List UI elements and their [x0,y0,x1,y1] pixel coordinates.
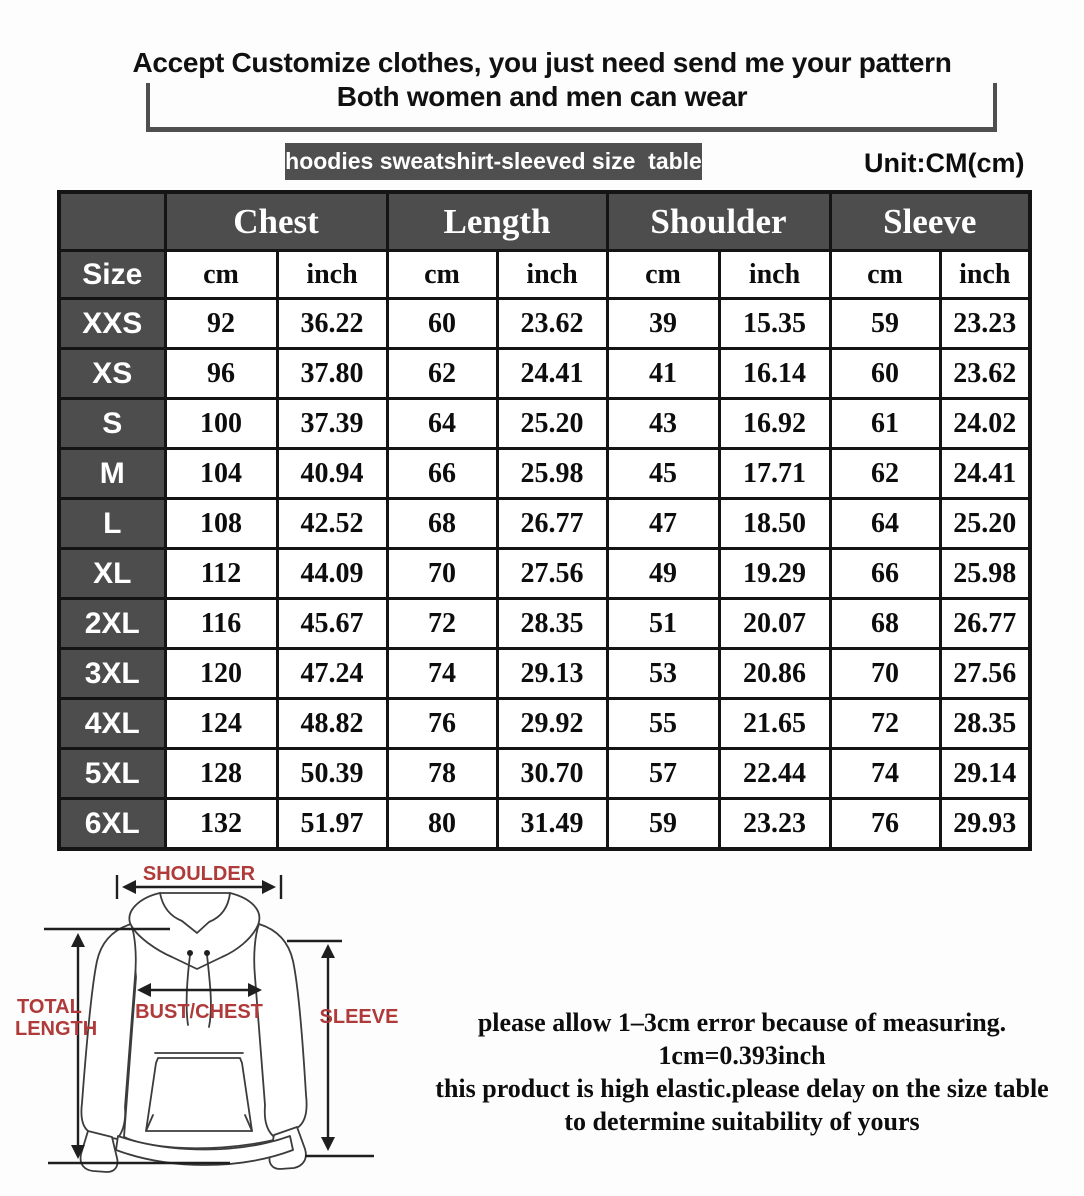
value-cell: 68 [387,499,497,549]
shoulder-measure-label: SHOULDER [142,863,256,885]
value-cell: 16.92 [719,399,830,449]
value-cell: 66 [387,449,497,499]
group-header-sleeve: Sleeve [830,192,1030,251]
value-cell: 29.13 [497,649,607,699]
value-cell: 39 [607,299,719,349]
value-cell: 78 [387,749,497,799]
hoodie-left-cuff [81,1131,118,1172]
note-line-1: please allow 1–3cm error because of measuring. [477,1008,1007,1037]
value-cell: 20.07 [719,599,830,649]
table-row [59,799,1030,850]
value-cell: 47 [607,499,719,549]
value-cell: 27.56 [497,549,607,599]
value-cell: 108 [165,499,277,549]
value-cell: 29.92 [497,699,607,749]
unit-header-cell: inch [940,251,1030,299]
size-cell: XL [59,549,165,599]
value-cell: 70 [830,649,940,699]
hoodie-pocket [146,1058,252,1131]
arrowhead [71,933,85,947]
arrowhead [262,880,276,894]
value-cell: 25.98 [497,449,607,499]
value-cell: 42.52 [277,499,387,549]
value-cell: 96 [165,349,277,399]
value-cell: 80 [387,799,497,850]
size-cell: 4XL [59,699,165,749]
value-cell: 26.77 [497,499,607,549]
arrowhead [122,880,136,894]
table-row [59,349,1030,399]
value-cell: 60 [830,349,940,399]
size-cell: 2XL [59,599,165,649]
value-cell: 51 [607,599,719,649]
value-cell: 20.86 [719,649,830,699]
value-cell: 31.49 [497,799,607,850]
value-cell: 27.56 [940,649,1030,699]
measuring-notes [400,1006,1084,1138]
value-cell: 64 [387,399,497,449]
value-cell: 68 [830,599,940,649]
table-row [59,499,1030,549]
size-table-body [59,192,1030,849]
value-cell: 24.41 [497,349,607,399]
value-cell: 21.65 [719,699,830,749]
value-cell: 60 [387,299,497,349]
value-cell: 23.23 [940,299,1030,349]
size-cell: L [59,499,165,549]
unit-header-cell: cm [830,251,940,299]
value-cell: 120 [165,649,277,699]
table-row [59,749,1030,799]
value-cell: 43 [607,399,719,449]
unit-header-cell: cm [387,251,497,299]
value-cell: 40.94 [277,449,387,499]
value-cell: 22.44 [719,749,830,799]
value-cell: 104 [165,449,277,499]
size-cell: 5XL [59,749,165,799]
value-cell: 37.39 [277,399,387,449]
value-cell: 28.35 [497,599,607,649]
value-cell: 51.97 [277,799,387,850]
unit-header-cell: cm [165,251,277,299]
total-length-label-line2: LENGTH [15,1018,98,1040]
value-cell: 72 [830,699,940,749]
unit-header-cell: cm [607,251,719,299]
value-cell: 62 [387,349,497,399]
note-line-2: 1cm=0.393inch [658,1041,826,1070]
value-cell: 128 [165,749,277,799]
table-row [59,699,1030,749]
value-cell: 45 [607,449,719,499]
value-cell: 41 [607,349,719,399]
note-line-4: to determine suitability of yours [564,1107,920,1136]
group-header-shoulder: Shoulder [607,192,830,251]
total-length-label-line1: TOTAL [17,996,82,1018]
value-cell: 23.23 [719,799,830,850]
table-row [59,549,1030,599]
unit-label: Unit:CM(cm) [864,148,1025,178]
value-cell: 76 [830,799,940,850]
value-cell: 74 [830,749,940,799]
size-cell: S [59,399,165,449]
value-cell: 23.62 [940,349,1030,399]
value-cell: 24.02 [940,399,1030,449]
size-header-cell: Size [59,251,165,299]
value-cell: 50.39 [277,749,387,799]
value-cell: 26.77 [940,599,1030,649]
group-header-row [59,192,1030,251]
value-cell: 53 [607,649,719,699]
value-cell: 124 [165,699,277,749]
value-cell: 59 [830,299,940,349]
corner-cell [59,192,165,251]
hoodie-measure-figure [0,855,420,1196]
unit-header-cell: inch [719,251,830,299]
value-cell: 57 [607,749,719,799]
value-cell: 55 [607,699,719,749]
value-cell: 62 [830,449,940,499]
size-table [57,190,1032,851]
value-cell: 37.80 [277,349,387,399]
group-header-chest: Chest [165,192,387,251]
value-cell: 30.70 [497,749,607,799]
value-cell: 25.98 [940,549,1030,599]
value-cell: 132 [165,799,277,850]
value-cell: 17.71 [719,449,830,499]
drawstring-eyelet [187,950,193,956]
value-cell: 66 [830,549,940,599]
value-cell: 48.82 [277,699,387,749]
value-cell: 23.62 [497,299,607,349]
table-row [59,449,1030,499]
value-cell: 18.50 [719,499,830,549]
unit-header-cell: inch [497,251,607,299]
value-cell: 116 [165,599,277,649]
sleeve-label: SLEEVE [319,1006,399,1028]
drawstring-eyelet [204,950,210,956]
table-row [59,599,1030,649]
value-cell: 72 [387,599,497,649]
table-row [59,399,1030,449]
bust-chest-label: BUST/CHEST [135,1001,263,1023]
value-cell: 74 [387,649,497,699]
unit-header-cell: inch [277,251,387,299]
size-cell: XXS [59,299,165,349]
value-cell: 25.20 [940,499,1030,549]
value-cell: 15.35 [719,299,830,349]
table-title-bar: hoodies sweatshirt-sleeved size table [285,143,702,180]
unit-header-row [59,251,1030,299]
note-line-3: this product is high elastic.please delay on the size table [435,1074,1049,1103]
value-cell: 49 [607,549,719,599]
size-cell: XS [59,349,165,399]
value-cell: 25.20 [497,399,607,449]
page-title [0,46,1084,114]
value-cell: 29.14 [940,749,1030,799]
size-cell: M [59,449,165,499]
value-cell: 70 [387,549,497,599]
arrowhead [321,1137,335,1151]
value-cell: 28.35 [940,699,1030,749]
value-cell: 24.41 [940,449,1030,499]
group-header-length: Length [387,192,607,251]
title-line-2: Both women and men can wear [336,81,748,112]
table-row [59,299,1030,349]
value-cell: 100 [165,399,277,449]
value-cell: 92 [165,299,277,349]
value-cell: 29.93 [940,799,1030,850]
value-cell: 59 [607,799,719,850]
arrowhead [321,944,335,958]
size-cell: 3XL [59,649,165,699]
value-cell: 47.24 [277,649,387,699]
value-cell: 36.22 [277,299,387,349]
value-cell: 44.09 [277,549,387,599]
value-cell: 76 [387,699,497,749]
value-cell: 16.14 [719,349,830,399]
size-cell: 6XL [59,799,165,850]
title-line-1: Accept Customize clothes, you just need send me your pattern [132,47,952,78]
value-cell: 64 [830,499,940,549]
value-cell: 19.29 [719,549,830,599]
value-cell: 61 [830,399,940,449]
value-cell: 45.67 [277,599,387,649]
value-cell: 112 [165,549,277,599]
table-row [59,649,1030,699]
